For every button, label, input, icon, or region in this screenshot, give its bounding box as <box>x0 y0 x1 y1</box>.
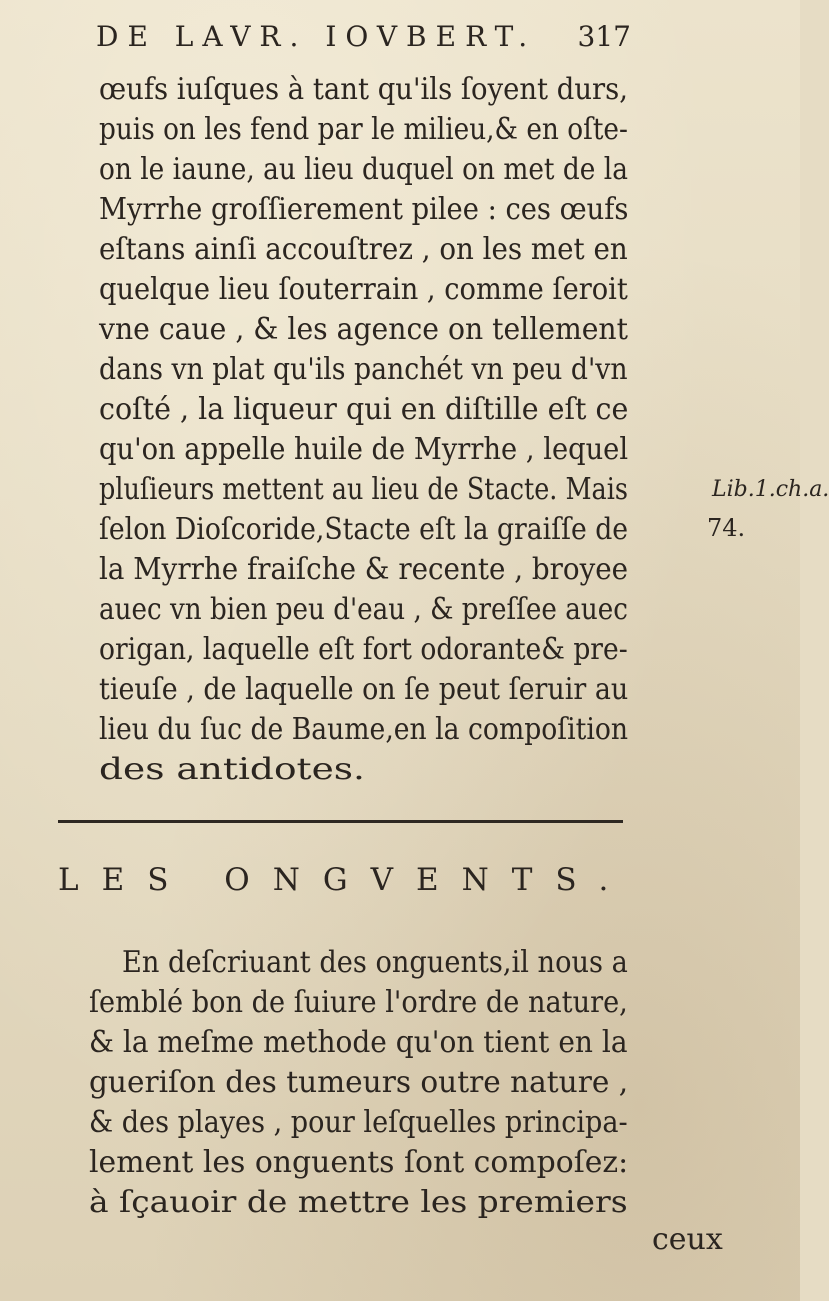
text-line: tieuſe , de laquelle on ſe peut ſeruir au <box>99 672 629 707</box>
text-line: la Myrrhe fraiſche & recente , broyee <box>99 552 629 587</box>
section-title: LES ONGVENTS. <box>58 862 632 898</box>
text-line: En deſcriuant des onguents,il nous a <box>122 945 628 980</box>
text-line: eſtans ainſi accouſtrez , on les met en <box>99 232 628 267</box>
text-line: pluſieurs mettent au lieu de Stacte. Mais <box>99 472 628 507</box>
text-line: des antidotes. <box>99 752 365 787</box>
margin-number: 74. <box>707 514 746 542</box>
text-line: vne caue , & les agence on tellement <box>99 312 628 347</box>
text-line: qu'on appelle huile de Myrrhe , lequel <box>99 432 629 467</box>
running-header <box>96 20 631 60</box>
text-line: Myrrhe groſſierement pilee : ces œufs <box>99 192 629 227</box>
text-line: quelque lieu ſouterrain , comme ſeroit <box>99 272 628 307</box>
section-divider <box>58 820 623 823</box>
text-line: coſté , la liqueur qui en diſtille eſt ce <box>99 392 629 427</box>
text-line: on le iaune, au lieu duquel on met de la <box>99 152 628 187</box>
margin-reference: Lib.1.ch.a. <box>712 477 829 502</box>
text-line: gueriſon des tumeurs outre nature , <box>89 1065 629 1100</box>
text-line: dans vn plat qu'ils panchét vn peu d'vn <box>99 352 628 387</box>
text-line: à ſçauoir de mettre les premiers <box>89 1185 628 1220</box>
text-line: lieu du ſuc de Baume,en la compoſition <box>99 712 629 747</box>
text-line: œufs iuſques à tant qu'ils ſoyent durs, <box>99 72 628 107</box>
text-line: & la meſme methode qu'on tient en la <box>89 1025 628 1060</box>
text-line: ſemblé bon de ſuiure l'ordre de nature, <box>89 985 628 1020</box>
catchword: ceux <box>652 1222 723 1257</box>
text-line: lement les onguents ſont compoſez: <box>89 1145 629 1180</box>
text-line: puis on les fend par le milieu,& en oſte- <box>99 112 628 147</box>
text-line: & des playes , pour leſquelles principa- <box>89 1105 628 1140</box>
text-line: ſelon Dioſcoride,Stacte eſt la graiſſe de <box>99 512 629 547</box>
header-title: DE LAVR. IOVBERT. <box>96 20 537 53</box>
text-line: auec vn bien peu d'eau , & preſſee auec <box>99 592 628 627</box>
page-number: 317 <box>577 20 631 53</box>
text-line: origan, laquelle eſt fort odorante& pre- <box>99 632 628 667</box>
